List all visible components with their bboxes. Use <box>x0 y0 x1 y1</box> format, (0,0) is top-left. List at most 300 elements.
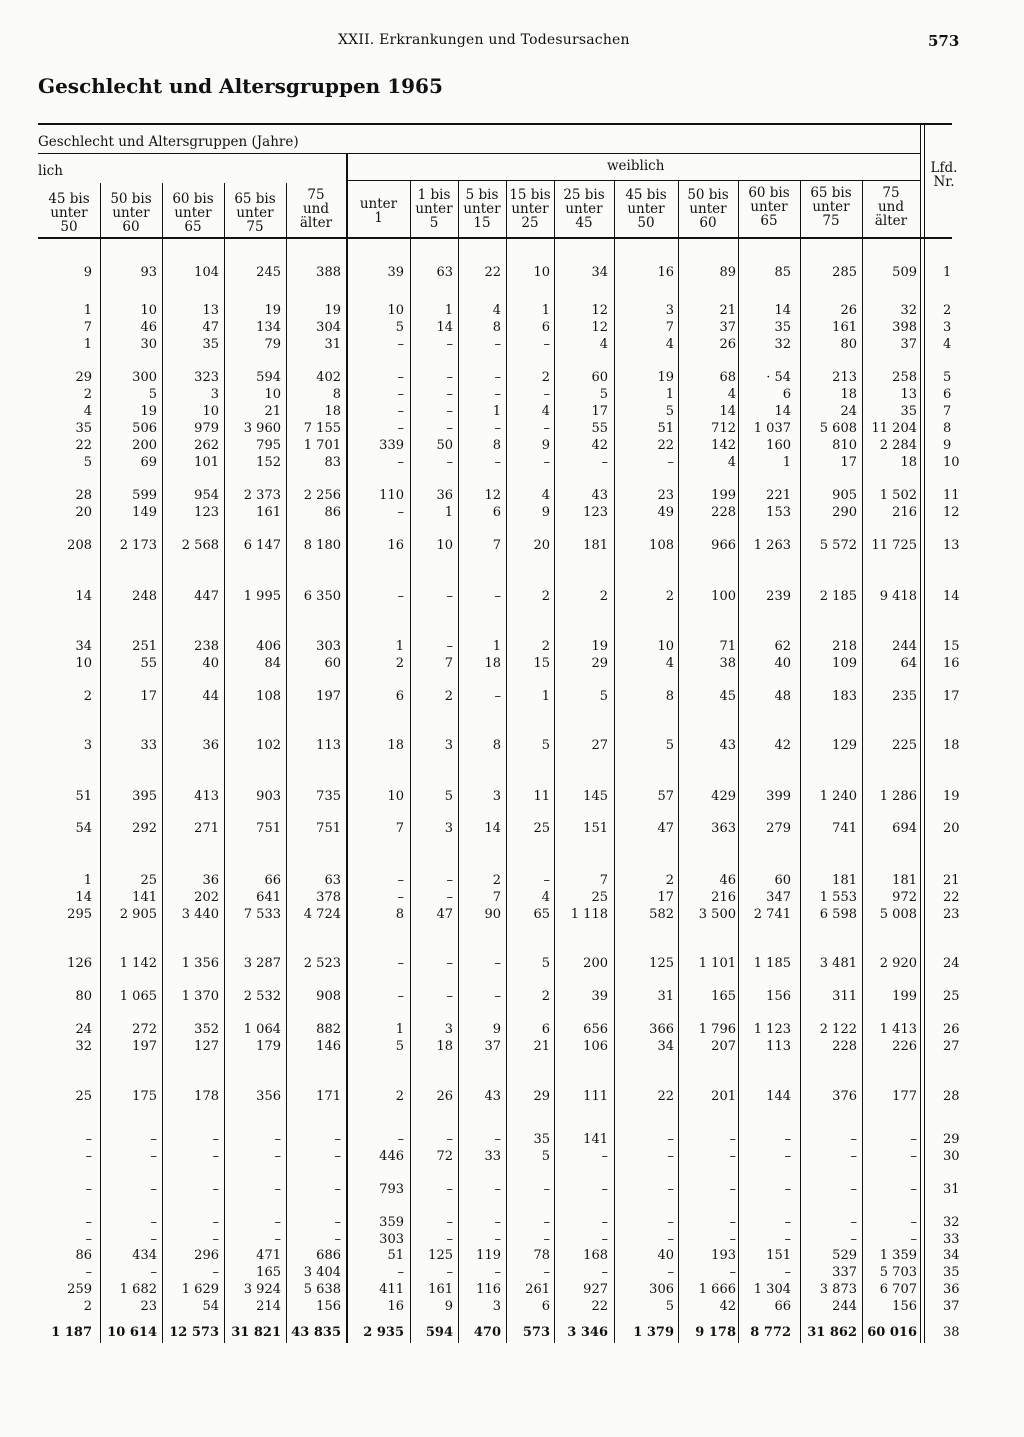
table-cell: 741 <box>832 821 857 836</box>
table-cell: 5 703 <box>879 1265 917 1280</box>
table-cell: 16 <box>387 538 404 553</box>
table-cell: 4 <box>599 337 608 352</box>
table-cell: – <box>85 1132 92 1147</box>
table-cell: 14 <box>436 320 453 335</box>
table-cell: 10 <box>387 789 404 804</box>
table-cell: 356 <box>256 1089 281 1104</box>
table-cell: 85 <box>774 265 791 280</box>
table-cell: 171 <box>316 1089 341 1104</box>
table-cell: 10 <box>436 538 453 553</box>
table-cell: 694 <box>892 821 917 836</box>
row-number: 30 <box>943 1149 960 1164</box>
table-cell: – <box>729 1182 736 1197</box>
female-header-rule <box>347 180 920 181</box>
table-cell: 903 <box>256 789 281 804</box>
table-cell: 1 263 <box>753 538 791 553</box>
table-cell: 109 <box>832 656 857 671</box>
table-cell: 905 <box>832 488 857 503</box>
table-cell: 60 <box>774 873 791 888</box>
table-cell: – <box>850 1215 857 1230</box>
column-line <box>224 183 225 1343</box>
lfd-header: Lfd. Nr. <box>930 160 958 190</box>
table-cell: 9 418 <box>879 589 917 604</box>
column-line <box>162 183 163 1343</box>
table-cell: 285 <box>832 265 857 280</box>
table-cell: 26 <box>436 1089 453 1104</box>
table-cell: – <box>729 1149 736 1164</box>
row-number: 14 <box>943 589 960 604</box>
table-cell: 51 <box>387 1248 404 1263</box>
table-cell: 5 <box>599 689 608 704</box>
table-cell: – <box>334 1232 341 1247</box>
table-cell: 29 <box>533 1089 550 1104</box>
table-cell: 2 173 <box>119 538 157 553</box>
column-header: 1 bis unter 5 <box>415 187 453 231</box>
table-cell: 178 <box>194 1089 219 1104</box>
table-cell: – <box>85 1232 92 1247</box>
table-cell: 17 <box>140 689 157 704</box>
table-cell: 5 <box>541 738 550 753</box>
table-cell: 303 <box>316 639 341 654</box>
table-cell: 6 <box>492 505 501 520</box>
table-cell: 9 <box>83 265 92 280</box>
table-cell: 5 608 <box>819 421 857 436</box>
column-line <box>506 181 507 1343</box>
table-cell: 30 <box>140 337 157 352</box>
table-cell: 54 <box>75 821 92 836</box>
table-cell: 376 <box>832 1089 857 1104</box>
table-cell: 1 796 <box>698 1022 736 1037</box>
table-cell: 22 <box>591 1299 608 1314</box>
table-cell: 142 <box>711 438 736 453</box>
table-cell: 5 638 <box>303 1282 341 1297</box>
table-cell: – <box>446 589 453 604</box>
table-cell: – <box>494 455 501 470</box>
table-cell: – <box>850 1182 857 1197</box>
row-number: 26 <box>943 1022 960 1037</box>
column-line <box>458 181 459 1343</box>
table-cell: 156 <box>316 1299 341 1314</box>
table-cell: 197 <box>132 1039 157 1054</box>
table-cell: 14 <box>75 589 92 604</box>
table-cell: 337 <box>832 1265 857 1280</box>
table-cell: 125 <box>649 956 674 971</box>
table-cell: – <box>910 1182 917 1197</box>
table-cell: 398 <box>892 320 917 335</box>
table-cell: – <box>543 873 550 888</box>
table-cell: 352 <box>194 1022 219 1037</box>
table-cell: 2 523 <box>303 956 341 971</box>
table-cell: 1 304 <box>753 1282 791 1297</box>
table-cell: 89 <box>719 265 736 280</box>
column-header: 75 und älter <box>299 187 333 231</box>
table-cell: 156 <box>892 1299 917 1314</box>
table-cell: 2 373 <box>243 488 281 503</box>
table-cell: – <box>543 421 550 436</box>
table-cell: 751 <box>256 821 281 836</box>
row-number: 37 <box>943 1299 960 1314</box>
table-cell: 8 180 <box>303 538 341 553</box>
table-cell: 2 <box>665 873 674 888</box>
column-header: unter 1 <box>359 196 398 226</box>
table-cell: 165 <box>711 989 736 1004</box>
table-cell: 406 <box>256 639 281 654</box>
table-cell: 177 <box>892 1089 917 1104</box>
table-cell: 323 <box>194 370 219 385</box>
table-cell: 43 <box>591 488 608 503</box>
table-cell: 181 <box>832 873 857 888</box>
row-number: 34 <box>943 1248 960 1263</box>
row-number: 38 <box>943 1325 960 1340</box>
table-cell: 104 <box>194 265 219 280</box>
table-cell: 1 <box>665 387 674 402</box>
row-number: 6 <box>943 387 952 402</box>
table-cell: 3 346 <box>567 1325 608 1340</box>
table-cell: 296 <box>194 1248 219 1263</box>
table-cell: – <box>397 455 404 470</box>
table-cell: 966 <box>711 538 736 553</box>
table-cell: 311 <box>832 989 857 1004</box>
row-number: 15 <box>943 639 960 654</box>
table-cell: – <box>446 387 453 402</box>
table-cell: – <box>446 1232 453 1247</box>
table-cell: 10 <box>533 265 550 280</box>
column-header: 25 bis unter 45 <box>563 187 605 231</box>
lfd-border-line <box>924 123 925 1343</box>
table-cell: 25 <box>140 873 157 888</box>
table-cell: 3 404 <box>303 1265 341 1280</box>
table-cell: – <box>667 1215 674 1230</box>
table-cell: 292 <box>132 821 157 836</box>
table-cell: 1 666 <box>698 1282 736 1297</box>
row-number: 7 <box>943 404 952 419</box>
table-cell: 1 682 <box>119 1282 157 1297</box>
table-cell: – <box>212 1232 219 1247</box>
table-cell: 2 <box>541 989 550 1004</box>
table-cell: 5 <box>83 455 92 470</box>
table-cell: 40 <box>657 1248 674 1263</box>
table-cell: 39 <box>387 265 404 280</box>
column-line <box>678 181 679 1343</box>
table-cell: 207 <box>711 1039 736 1054</box>
table-cell: 199 <box>892 989 917 1004</box>
table-cell: 18 <box>324 404 341 419</box>
table-cell: 228 <box>711 505 736 520</box>
table-cell: 5 <box>665 404 674 419</box>
table-cell: 5 008 <box>879 907 917 922</box>
table-cell: – <box>446 639 453 654</box>
table-cell: 12 <box>591 303 608 318</box>
row-number: 9 <box>943 438 952 453</box>
column-line <box>410 181 411 1343</box>
table-cell: 37 <box>484 1039 501 1054</box>
table-cell: 4 <box>83 404 92 419</box>
table-cell: 1 240 <box>819 789 857 804</box>
table-cell: 60 016 <box>867 1325 917 1340</box>
table-cell: 12 <box>484 488 501 503</box>
table-cell: 10 <box>387 303 404 318</box>
table-cell: 1 356 <box>181 956 219 971</box>
table-cell: 3 <box>492 789 501 804</box>
sex-divider-line <box>346 153 348 1343</box>
table-cell: 108 <box>649 538 674 553</box>
table-cell: – <box>910 1215 917 1230</box>
table-cell: 71 <box>719 639 736 654</box>
table-cell: 22 <box>75 438 92 453</box>
table-cell: 29 <box>591 656 608 671</box>
table-cell: 19 <box>324 303 341 318</box>
table-cell: 954 <box>194 488 219 503</box>
table-cell: 31 862 <box>807 1325 857 1340</box>
table-cell: 39 <box>591 989 608 1004</box>
row-number: 5 <box>943 370 952 385</box>
column-header: 60 bis unter 65 <box>748 185 790 229</box>
table-cell: 1 995 <box>243 589 281 604</box>
table-cell: – <box>85 1149 92 1164</box>
table-cell: 35 <box>774 320 791 335</box>
table-cell: 5 <box>395 1039 404 1054</box>
table-cell: 34 <box>75 639 92 654</box>
table-cell: 181 <box>583 538 608 553</box>
table-cell: 3 440 <box>181 907 219 922</box>
table-cell: 7 <box>83 320 92 335</box>
table-cell: 110 <box>379 488 404 503</box>
table-cell: 259 <box>67 1282 92 1297</box>
table-cell: – <box>212 1182 219 1197</box>
table-cell: 129 <box>832 738 857 753</box>
table-cell: 17 <box>840 455 857 470</box>
table-cell: 181 <box>892 873 917 888</box>
column-header: 65 bis unter 75 <box>810 185 852 229</box>
row-number: 27 <box>943 1039 960 1054</box>
table-cell: 19 <box>591 639 608 654</box>
table-cell: 8 <box>492 320 501 335</box>
table-cell: 8 <box>332 387 341 402</box>
table-cell: 31 <box>657 989 674 1004</box>
table-cell: – <box>85 1265 92 1280</box>
table-cell: 2 532 <box>243 989 281 1004</box>
table-cell: – <box>729 1215 736 1230</box>
table-cell: 55 <box>591 421 608 436</box>
table-cell: 113 <box>316 738 341 753</box>
table-cell: 161 <box>832 320 857 335</box>
table-cell: 359 <box>379 1215 404 1230</box>
table-cell: 216 <box>892 505 917 520</box>
table-cell: – <box>494 589 501 604</box>
table-cell: 9 <box>541 438 550 453</box>
table-cell: 3 <box>444 1022 453 1037</box>
table-cell: 303 <box>379 1232 404 1247</box>
table-cell: – <box>446 370 453 385</box>
table-cell: 10 <box>264 387 281 402</box>
table-cell: 9 <box>444 1299 453 1314</box>
table-cell: 2 <box>83 387 92 402</box>
table-cell: 470 <box>473 1325 501 1340</box>
table-cell: 26 <box>719 337 736 352</box>
table-cell: 411 <box>379 1282 404 1297</box>
table-cell: 18 <box>436 1039 453 1054</box>
table-cell: 251 <box>132 639 157 654</box>
table-cell: 2 <box>665 589 674 604</box>
table-cell: 123 <box>194 505 219 520</box>
table-cell: 19 <box>264 303 281 318</box>
table-cell: – <box>601 1215 608 1230</box>
table-cell: 9 <box>492 1022 501 1037</box>
table-cell: 47 <box>202 320 219 335</box>
table-cell: 10 614 <box>107 1325 157 1340</box>
table-cell: 161 <box>256 505 281 520</box>
table-cell: 1 <box>83 337 92 352</box>
table-cell: 304 <box>316 320 341 335</box>
table-cell: 31 821 <box>231 1325 281 1340</box>
table-cell: 1 185 <box>753 956 791 971</box>
table-cell: – <box>150 1265 157 1280</box>
table-cell: 2 935 <box>363 1325 404 1340</box>
table-cell: – <box>150 1132 157 1147</box>
table-cell: 19 <box>140 404 157 419</box>
table-cell: 2 <box>541 589 550 604</box>
table-cell: 1 <box>395 1022 404 1037</box>
table-cell: 6 147 <box>243 538 281 553</box>
row-number: 20 <box>943 821 960 836</box>
table-cell: 2 905 <box>119 907 157 922</box>
table-cell: 34 <box>657 1039 674 1054</box>
table-cell: 25 <box>591 890 608 905</box>
table-cell: 18 <box>484 656 501 671</box>
table-cell: 5 <box>395 320 404 335</box>
table-cell: 239 <box>766 589 791 604</box>
table-cell: 1 370 <box>181 989 219 1004</box>
table-cell: – <box>494 1182 501 1197</box>
group-header: Geschlecht und Altersgruppen (Jahre) <box>38 134 299 150</box>
table-cell: 25 <box>533 821 550 836</box>
table-cell: 40 <box>202 656 219 671</box>
table-cell: – <box>150 1149 157 1164</box>
table-cell: 60 <box>324 656 341 671</box>
table-cell: 40 <box>774 656 791 671</box>
table-cell: 151 <box>766 1248 791 1263</box>
table-cell: 6 <box>541 1022 550 1037</box>
table-cell: – <box>274 1232 281 1247</box>
table-cell: 14 <box>774 303 791 318</box>
row-number: 33 <box>943 1232 960 1247</box>
table-cell: 228 <box>832 1039 857 1054</box>
table-cell: 5 <box>599 387 608 402</box>
column-header: 60 bis unter 65 <box>172 191 214 235</box>
table-cell: 5 <box>665 1299 674 1314</box>
table-cell: – <box>446 337 453 352</box>
table-cell: – <box>601 1265 608 1280</box>
table-cell: 111 <box>583 1089 608 1104</box>
table-cell: 6 <box>541 1299 550 1314</box>
table-cell: 10 <box>657 639 674 654</box>
table-cell: 2 185 <box>819 589 857 604</box>
table-cell: 1 123 <box>753 1022 791 1037</box>
table-cell: 18 <box>840 387 857 402</box>
table-cell: 2 568 <box>181 538 219 553</box>
table-cell: 202 <box>194 890 219 905</box>
table-cell: 9 <box>541 505 550 520</box>
table-cell: – <box>667 455 674 470</box>
table-cell: 46 <box>719 873 736 888</box>
table-top-rule <box>38 123 952 125</box>
table-cell: 31 <box>324 337 341 352</box>
table-cell: 102 <box>256 738 281 753</box>
table-cell: – <box>334 1182 341 1197</box>
column-header: 50 bis unter 60 <box>687 187 729 231</box>
table-cell: 4 <box>541 404 550 419</box>
table-cell: 10 <box>75 656 92 671</box>
table-cell: 2 284 <box>879 438 917 453</box>
table-cell: 11 <box>533 789 550 804</box>
male-header: lich <box>38 163 63 179</box>
table-cell: 258 <box>892 370 917 385</box>
table-cell: – <box>397 589 404 604</box>
table-cell: 529 <box>832 1248 857 1263</box>
table-cell: 152 <box>256 455 281 470</box>
table-cell: 63 <box>436 265 453 280</box>
table-cell: 388 <box>316 265 341 280</box>
table-cell: 149 <box>132 505 157 520</box>
row-number: 29 <box>943 1132 960 1147</box>
table-cell: 19 <box>657 370 674 385</box>
table-cell: 216 <box>711 890 736 905</box>
table-cell: 11 204 <box>871 421 917 436</box>
table-cell: 594 <box>425 1325 453 1340</box>
row-number: 11 <box>943 488 960 503</box>
table-cell: 226 <box>892 1039 917 1054</box>
table-cell: 594 <box>256 370 281 385</box>
table-cell: 134 <box>256 320 281 335</box>
table-cell: 47 <box>436 907 453 922</box>
table-cell: 65 <box>533 907 550 922</box>
table-cell: – <box>494 370 501 385</box>
table-cell: – <box>543 1232 550 1247</box>
header-bottom-rule <box>38 237 952 239</box>
table-cell: – <box>494 421 501 436</box>
table-cell: 80 <box>840 337 857 352</box>
table-cell: – <box>543 1182 550 1197</box>
table-cell: 641 <box>256 890 281 905</box>
table-cell: 16 <box>387 1299 404 1314</box>
table-cell: 50 <box>436 438 453 453</box>
row-number: 36 <box>943 1282 960 1297</box>
table-cell: 4 <box>492 303 501 318</box>
table-cell: – <box>397 421 404 436</box>
table-cell: – <box>446 956 453 971</box>
table-cell: 54 <box>202 1299 219 1314</box>
table-cell: – <box>910 1149 917 1164</box>
table-cell: – <box>729 1132 736 1147</box>
table-cell: 201 <box>711 1089 736 1104</box>
table-cell: 26 <box>840 303 857 318</box>
table-cell: 10 <box>140 303 157 318</box>
table-cell: 119 <box>476 1248 501 1263</box>
table-cell: 3 924 <box>243 1282 281 1297</box>
table-cell: 290 <box>832 505 857 520</box>
table-cell: 3 960 <box>243 421 281 436</box>
table-cell: – <box>446 455 453 470</box>
table-cell: – <box>543 1215 550 1230</box>
table-cell: 86 <box>324 505 341 520</box>
table-cell: – <box>667 1149 674 1164</box>
table-cell: 2 <box>541 639 550 654</box>
table-cell: 156 <box>766 989 791 1004</box>
table-cell: 279 <box>766 821 791 836</box>
table-cell: 33 <box>484 1149 501 1164</box>
column-line <box>100 183 101 1343</box>
table-cell: – <box>150 1232 157 1247</box>
